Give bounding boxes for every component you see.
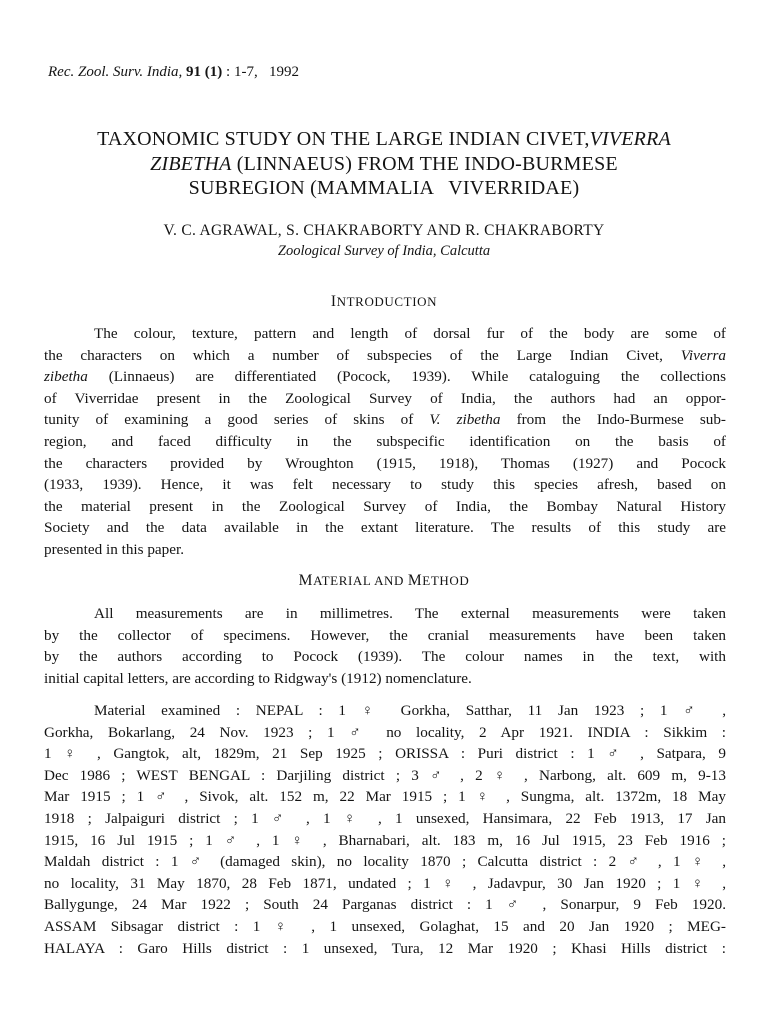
title-line-3: SUBREGION (MAMMALIA VIVERRIDAE)	[188, 177, 580, 199]
text-line: All measurements are in millimetres. The external measurements were taken	[94, 605, 726, 622]
title-genus: VIVERRA	[589, 128, 671, 150]
heading-rest: NTRODUCTION	[336, 294, 438, 309]
text-line: by the authors according to Pocock (1939). The colour names in the text, with	[44, 648, 726, 666]
author-list: V. C. AGRAWAL, S. CHAKRABORTY AND R. CHAKRABORTY	[163, 222, 605, 239]
material-examined-paragraph	[44, 700, 726, 959]
journal-volume: 91 (1)	[186, 64, 223, 80]
line-text: the characters on which a number of subspecies of the Large Indian Civet,	[44, 346, 663, 364]
text-line	[44, 409, 726, 431]
journal-name: Rec. Zool. Surv. India,	[48, 64, 183, 80]
text-line: HALAYA : Garo Hills district : 1 unsexed, Tura, 12 Mar 1920 ; Khasi Hills district :	[44, 939, 726, 957]
text-line: by the collector of specimens. However, the cranial measurements have been taken	[44, 626, 726, 644]
text-line: (1933, 1939). Hence, it was felt necessary to study this species afresh, based on	[44, 476, 726, 494]
species-name: V. zibetha	[429, 411, 501, 429]
genus-name: Viverra	[680, 346, 726, 364]
text-line: region, and faced difficulty in the subspecific identification on the basis of	[44, 432, 726, 450]
heading-initial: M	[298, 572, 314, 589]
heading-rest: ATERIAL AND	[313, 573, 408, 588]
text-line: Mar 1915 ; 1 ♂ , Sivok, alt. 152 m, 22 Mar 1915 ; 1 ♀ , Sungma, alt. 1372m, 18 May	[44, 788, 726, 806]
text-line: of Viverridae present in the Zoological Survey of India, the authors had an oppor-	[44, 389, 726, 407]
text-line: 1915, 16 Jul 1915 ; 1 ♂ , 1 ♀ , Bharnabari, alt. 183 m, 16 Jul 1915, 23 Feb 1916 ;	[44, 831, 726, 849]
paper-title	[40, 127, 728, 201]
line-text: (Linnaeus) are differentiated (Pocock, 1939). While cataloguing the collections	[108, 368, 726, 386]
text-line: ASSAM Sibsagar district : 1 ♀ , 1 unsexed, Golaghat, 15 and 20 Jan 1920 ; MEG-	[44, 917, 726, 935]
title-line-2	[40, 152, 728, 177]
text-line: the material present in the Zoological Survey of India, the Bombay Natural History	[44, 497, 726, 515]
section-heading-introduction	[40, 293, 728, 311]
title-line-1	[40, 127, 728, 152]
text-line: Maldah district : 1 ♂ (damaged skin), no locality 1870 ; Calcutta district : 2 ♂ , 1 ♀ ,	[44, 853, 726, 871]
text-line: Gorkha, Bokarlang, 24 Nov. 1923 ; 1 ♂ no locality, 2 Apr 1921. INDIA : Sikkim :	[44, 723, 726, 741]
text-line: 1918 ; Jalpaiguri district ; 1 ♂ , 1 ♀ , 1 unsexed, Hansimara, 22 Feb 1913, 17 Jan	[44, 809, 726, 827]
section-heading-material-method	[40, 572, 728, 590]
line-text: from the Indo-Burmese sub-	[516, 411, 726, 429]
text-line: Society and the data available in the extant literature. The results of this study are	[44, 519, 726, 537]
title-species: ZIBETHA	[150, 152, 232, 175]
text-line: Material examined : NEPAL : 1 ♀ Gorkha, Satthar, 11 Jan 1923 ; 1 ♂ ,	[94, 702, 726, 719]
text-line: presented in this paper.	[44, 540, 185, 558]
heading-rest: ETHOD	[422, 573, 470, 588]
text-line: Ballygunge, 24 Mar 1922 ; South 24 Parganas district : 1 ♂ , Sonarpur, 9 Feb 1920.	[44, 896, 726, 914]
text-line	[44, 366, 726, 388]
author-affiliation: Zoological Survey of India, Calcutta	[277, 243, 491, 259]
species-name: zibetha	[44, 368, 88, 386]
text-line: 1 ♀ , Gangtok, alt, 1829m, 21 Sep 1925 ; ORISSA : Puri district : 1 ♂ , Satpara, 9	[44, 745, 726, 763]
title-text: (LINNAEUS) FROM THE INDO-BURMESE	[236, 152, 618, 175]
method-paragraph	[44, 603, 726, 689]
text-line: no locality, 31 May 1870, 28 Feb 1871, undated ; 1 ♀ , Jadavpur, 30 Jan 1920 ; 1 ♀ ,	[44, 874, 726, 892]
heading-initial: M	[407, 572, 423, 589]
journal-year: 1992	[268, 64, 299, 80]
heading-initial: I	[330, 293, 337, 310]
title-text: TAXONOMIC STUDY ON THE LARGE INDIAN CIVET,	[97, 128, 590, 150]
journal-citation	[48, 64, 299, 81]
text-line: The colour, texture, pattern and length of dorsal fur of the body are some of	[94, 325, 726, 342]
text-line: Dec 1986 ; WEST BENGAL : Darjiling district ; 3 ♂ , 2 ♀ , Narbong, alt. 609 m, 9-13	[44, 766, 726, 784]
journal-pages: : 1-7,	[226, 64, 258, 80]
line-text: tunity of examining a good series of skins of	[44, 411, 414, 429]
introduction-paragraph	[44, 323, 726, 561]
text-line	[44, 345, 726, 367]
text-line: the characters provided by Wroughton (1915, 1918), Thomas (1927) and Pocock	[44, 454, 726, 472]
text-line: initial capital letters, are according to Ridgway's (1912) nomenclature.	[44, 669, 472, 687]
